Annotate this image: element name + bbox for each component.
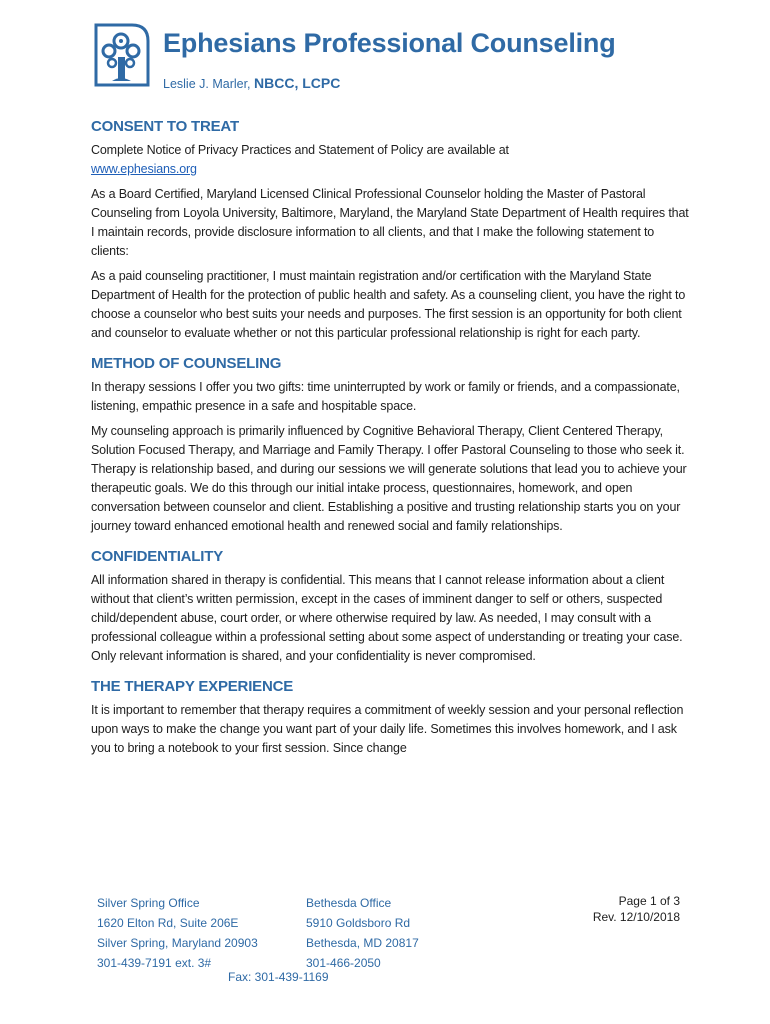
office-city: Silver Spring, Maryland 20903 — [97, 936, 258, 950]
section-title: CONSENT TO TREAT — [91, 118, 239, 135]
counselor-line — [163, 75, 340, 93]
office-street: 1620 Elton Rd, Suite 206E — [97, 916, 239, 930]
paragraph: As a paid counseling practitioner, I must maintain registration and/or certification with the Maryland State Department of Health for the protection of public health and safety. As a counseling client, you have the right to choose a counselor who best suits your needs and purposes. The first session is an opportunity for both client and counselor to evaluate whether or not this particular professional relationship is right for each party. — [91, 269, 686, 340]
section-method — [91, 355, 691, 536]
organization-name: Ephesians Professional Counseling — [163, 28, 616, 58]
document-body — [91, 118, 691, 770]
fax-number: Fax: 301-439-1169 — [228, 970, 329, 984]
office-name: Silver Spring Office — [97, 896, 200, 910]
office-name: Bethesda Office — [306, 896, 392, 910]
website-link[interactable]: www.ephesians.org — [91, 162, 197, 176]
section-therapy-experience — [91, 678, 691, 758]
counselor-credentials: NBCC, LCPC — [254, 75, 341, 91]
office-street: 5910 Goldsboro Rd — [306, 916, 411, 930]
section-confidentiality — [91, 548, 691, 666]
revision-date: Rev. 12/10/2018 — [592, 910, 680, 924]
page-info — [560, 893, 680, 925]
bethesda-office — [306, 893, 419, 973]
silver-spring-office — [97, 893, 258, 973]
paragraph: In therapy sessions I offer you two gifts: time uninterrupted by work or family or friends, and a compassionate, listening, empathic presence in a safe and hospitable space. — [91, 380, 680, 413]
paragraph: All information shared in therapy is confidential. This means that I cannot release information about a client without that client’s written permission, except in the cases of imminent danger to self or others, suspected child/dependent abuse, court order, or where otherwise required by law. As needed, I may consult with a professional colleague within a professional setting about some aspect of understanding or treating your case. Only relevant information is shared, and your confidentiality is never compromised. — [91, 573, 683, 663]
tree-of-life-icon — [90, 21, 152, 89]
office-phone: 301-439-7191 ext. 3# — [97, 956, 212, 970]
privacy-notice — [91, 141, 691, 179]
office-phone: 301-466-2050 — [306, 956, 381, 970]
counselor-name: Leslie J. Marler, — [163, 77, 255, 91]
section-consent — [91, 118, 691, 343]
paragraph: As a Board Certified, Maryland Licensed Clinical Professional Counselor holding the Master of Pastoral Counseling from Loyola University, Baltimore, Maryland, the Maryland State Department of Health requires that I maintain records, provide disclosure information to all clients, and that I make the following statement to clients: — [91, 187, 689, 258]
section-title: METHOD OF COUNSELING — [91, 355, 282, 372]
office-city: Bethesda, MD 20817 — [306, 936, 419, 950]
paragraph: My counseling approach is primarily influenced by Cognitive Behavioral Therapy, Client Centered Therapy, Solution Focused Therapy, and Marriage and Family Therapy. I offer Pastoral Counseling to those who seek it. Therapy is relationship based, and during our sessions we will generate solutions that lead you to achieve your therapeutic goals. We do this through our initial intake process, questionnaires, homework, and open conversation between counselor and client. Establishing a positive and trusting relationship starts you on your journey toward enhanced emotional health and renewed social and family relationships. — [91, 424, 687, 533]
privacy-notice-text: Complete Notice of Privacy Practices and Statement of Policy are available at — [91, 143, 509, 157]
section-title: CONFIDENTIALITY — [91, 548, 223, 565]
page-number: Page 1 of 3 — [618, 894, 680, 908]
paragraph: It is important to remember that therapy requires a commitment of weekly session and your personal reflection upon ways to make the change you want part of your daily life. Sometimes this involves homework, and I ask you to bring a notebook to your first session. Since change — [91, 703, 684, 755]
section-title: THE THERAPY EXPERIENCE — [91, 678, 294, 695]
